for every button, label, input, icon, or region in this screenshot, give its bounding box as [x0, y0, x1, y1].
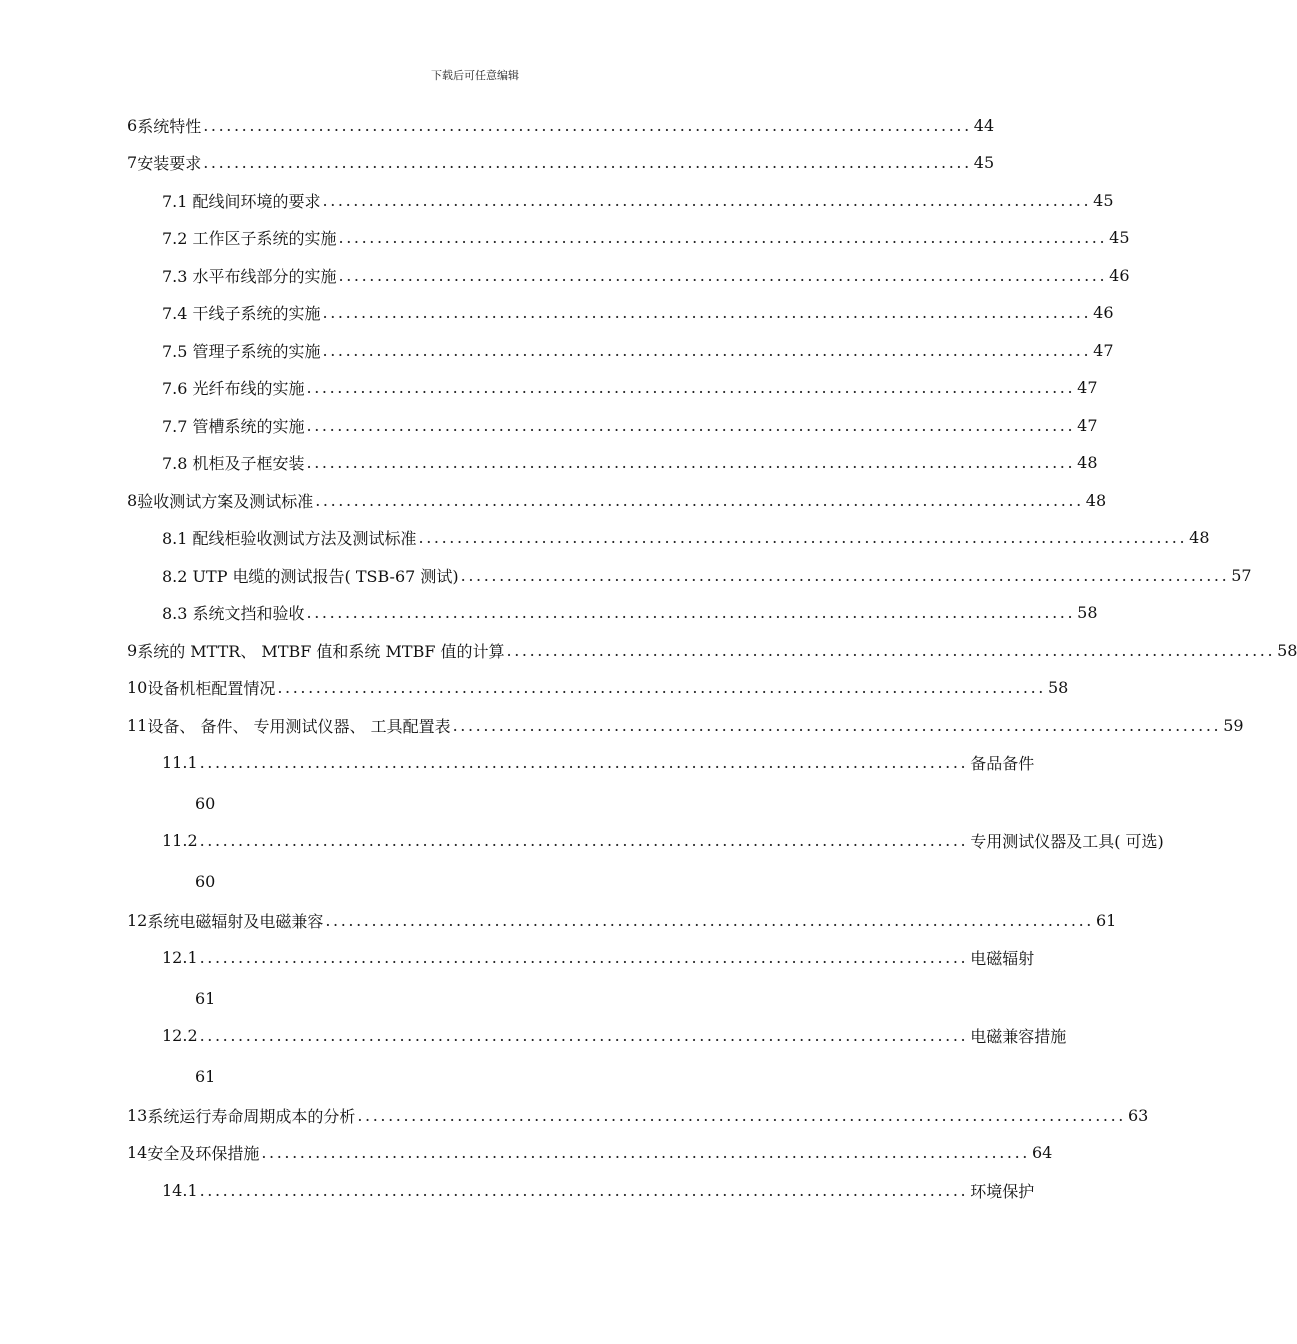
toc-entry[interactable]: [127, 908, 1117, 932]
toc-entry-title: 系统运行寿命周期成本的分析: [147, 1106, 356, 1126]
toc-entry-page: 63: [1127, 1105, 1149, 1125]
toc-leader: ....................................................................................................: [338, 265, 1108, 285]
toc-entry-page: 45: [1109, 227, 1130, 247]
toc-leader: ....................................................................................................: [338, 227, 1108, 247]
toc-entry-title: 环境保护: [970, 1181, 1035, 1201]
toc-entry-title: 8.1 配线柜验收测试方法及测试标准: [162, 528, 417, 548]
toc-leader: ....................................................................................................: [306, 452, 1076, 472]
toc-entry-title: 8.2 UTP 电缆的测试报告( TSB-67 测试): [162, 566, 459, 586]
toc-entry[interactable]: [127, 488, 1107, 512]
toc-entry-number: 10: [127, 677, 148, 697]
toc-entry[interactable]: [162, 1023, 1067, 1047]
toc-entry-page: 61: [195, 989, 216, 1008]
toc-entry-title: 7.3 水平布线部分的实施: [162, 266, 337, 286]
toc-leader: ....................................................................................................: [203, 152, 972, 172]
toc-entry-title: 备品备件: [970, 753, 1035, 773]
toc-entry-title: 系统的 MTTR、 MTBF 值和系统 MTBF 值的计算: [137, 641, 505, 661]
toc-entry[interactable]: [127, 675, 1069, 699]
toc-leader: ....................................................................................................: [203, 115, 972, 135]
toc-entry-title: 验收测试方案及测试标准: [137, 491, 314, 511]
toc-entry[interactable]: [162, 828, 1164, 852]
toc-leader: ....................................................................................................: [322, 190, 1092, 210]
toc-entry-title: 安全及环保措施: [147, 1143, 260, 1163]
toc-entry[interactable]: [162, 300, 1114, 324]
toc-entry-title: 电磁兼容措施: [970, 1026, 1067, 1046]
toc-entry-page: 47: [1077, 415, 1098, 435]
toc-entry[interactable]: [162, 225, 1130, 249]
toc-entry-page: 48: [1085, 490, 1107, 510]
toc-entry[interactable]: [127, 1140, 1053, 1164]
toc-entry-number: 9: [127, 640, 138, 660]
toc-entry[interactable]: [162, 188, 1114, 212]
toc-leader: ....................................................................................................: [460, 565, 1230, 585]
toc-entry-title: 7.1 配线间环境的要求: [162, 191, 321, 211]
toc-leader: ....................................................................................................: [452, 715, 1222, 735]
toc-entry-title: 系统电磁辐射及电磁兼容: [147, 911, 324, 931]
toc-leader: ....................................................................................................: [322, 302, 1092, 322]
toc-entry[interactable]: [162, 450, 1098, 474]
toc-entry-page: 46: [1109, 265, 1130, 285]
toc-entry-page: 60: [195, 794, 216, 813]
toc-entry-title: 电磁辐射: [970, 948, 1035, 968]
toc-entry-page: 64: [1031, 1142, 1053, 1162]
toc-entry-page: 47: [1093, 340, 1114, 360]
toc-entry[interactable]: [162, 750, 1035, 774]
toc-leader: ....................................................................................................: [315, 490, 1084, 510]
toc-leader: ....................................................................................................: [199, 752, 969, 772]
toc-entry-number: 14: [127, 1142, 148, 1162]
toc-entry-page: 61: [1095, 910, 1117, 930]
toc-leader: ....................................................................................................: [261, 1142, 1030, 1162]
toc-entry-page: 59: [1223, 715, 1244, 735]
toc-entry[interactable]: [162, 413, 1098, 437]
toc-leader: ....................................................................................................: [199, 1180, 969, 1200]
toc-entry-number: 13: [127, 1105, 148, 1125]
toc-entry-number: 8: [127, 490, 138, 510]
toc-entry-title: 安装要求: [137, 153, 202, 173]
toc-leader: ....................................................................................................: [199, 1025, 969, 1045]
toc-entry[interactable]: [162, 263, 1130, 287]
toc-entry-title: 设备、 备件、 专用测试仪器、 工具配置表: [147, 716, 451, 736]
toc-leader: ....................................................................................................: [306, 377, 1076, 397]
toc-entry-title: 专用测试仪器及工具( 可选): [970, 831, 1164, 851]
toc-entry-page: 47: [1077, 377, 1098, 397]
toc-entry-page: 45: [1093, 190, 1114, 210]
toc-entry[interactable]: [162, 375, 1098, 399]
toc-entry-number: 14.1: [162, 1180, 198, 1200]
toc-entry-page: 58: [1277, 640, 1297, 660]
toc-entry[interactable]: [162, 1178, 1035, 1202]
toc-entry-page: 45: [973, 152, 995, 172]
toc-entry-title: 7.2 工作区子系统的实施: [162, 228, 337, 248]
toc-entry-title: 7.6 光纤布线的实施: [162, 378, 305, 398]
toc-entry-number: 11: [127, 715, 148, 735]
toc-entry[interactable]: [127, 713, 1244, 737]
toc-leader: ....................................................................................................: [418, 527, 1188, 547]
toc-entry-page: 46: [1093, 302, 1114, 322]
toc-leader: ....................................................................................................: [306, 415, 1076, 435]
toc-leader: ....................................................................................................: [199, 830, 969, 850]
toc-entry-page: 44: [973, 115, 995, 135]
toc-entry-page: 61: [195, 1067, 216, 1086]
toc-entry-page: 48: [1189, 527, 1210, 547]
toc-leader: ....................................................................................................: [325, 910, 1094, 930]
toc-entry-number: 12: [127, 910, 148, 930]
toc-entry-page: 60: [195, 872, 216, 891]
toc-entry-number: 11.1: [162, 752, 198, 772]
toc-entry[interactable]: [162, 945, 1035, 969]
toc-entry[interactable]: [162, 525, 1210, 549]
toc-leader: ....................................................................................................: [506, 640, 1276, 660]
toc-entry-title: 设备机柜配置情况: [147, 678, 276, 698]
toc-entry-number: 11.2: [162, 830, 198, 850]
toc-entry-number: 12.2: [162, 1025, 198, 1045]
toc-leader: ....................................................................................................: [322, 340, 1092, 360]
toc-entry-number: 6: [127, 115, 138, 135]
toc-entry[interactable]: [127, 150, 995, 174]
toc-entry-number: 7: [127, 152, 138, 172]
toc-entry[interactable]: [162, 563, 1252, 587]
toc-entry-page: 58: [1047, 677, 1069, 697]
toc-entry[interactable]: [127, 638, 1297, 662]
toc-entry-title: 7.4 干线子系统的实施: [162, 303, 321, 323]
toc-entry-title: 7.7 管槽系统的实施: [162, 416, 305, 436]
toc-entry-page: 48: [1077, 452, 1098, 472]
toc-entry-title: 7.8 机柜及子框安装: [162, 453, 305, 473]
toc-entry-title: 8.3 系统文挡和验收: [162, 603, 305, 623]
toc-entry-title: 7.5 管理子系统的实施: [162, 341, 321, 361]
toc-leader: ....................................................................................................: [357, 1105, 1126, 1125]
toc-entry-page: 57: [1231, 565, 1252, 585]
toc-entry-page: 58: [1077, 602, 1098, 622]
toc-entry[interactable]: [162, 600, 1098, 624]
toc-leader: ....................................................................................................: [199, 947, 969, 967]
toc-entry-title: 系统特性: [137, 116, 202, 136]
toc-entry[interactable]: [162, 338, 1114, 362]
toc-entry[interactable]: [127, 1103, 1149, 1127]
toc-leader: ....................................................................................................: [277, 677, 1046, 697]
page-header: 下载后可任意编辑: [431, 69, 519, 82]
toc-entry-number: 12.1: [162, 947, 198, 967]
toc-entry[interactable]: [127, 113, 995, 137]
toc-leader: ....................................................................................................: [306, 602, 1076, 622]
